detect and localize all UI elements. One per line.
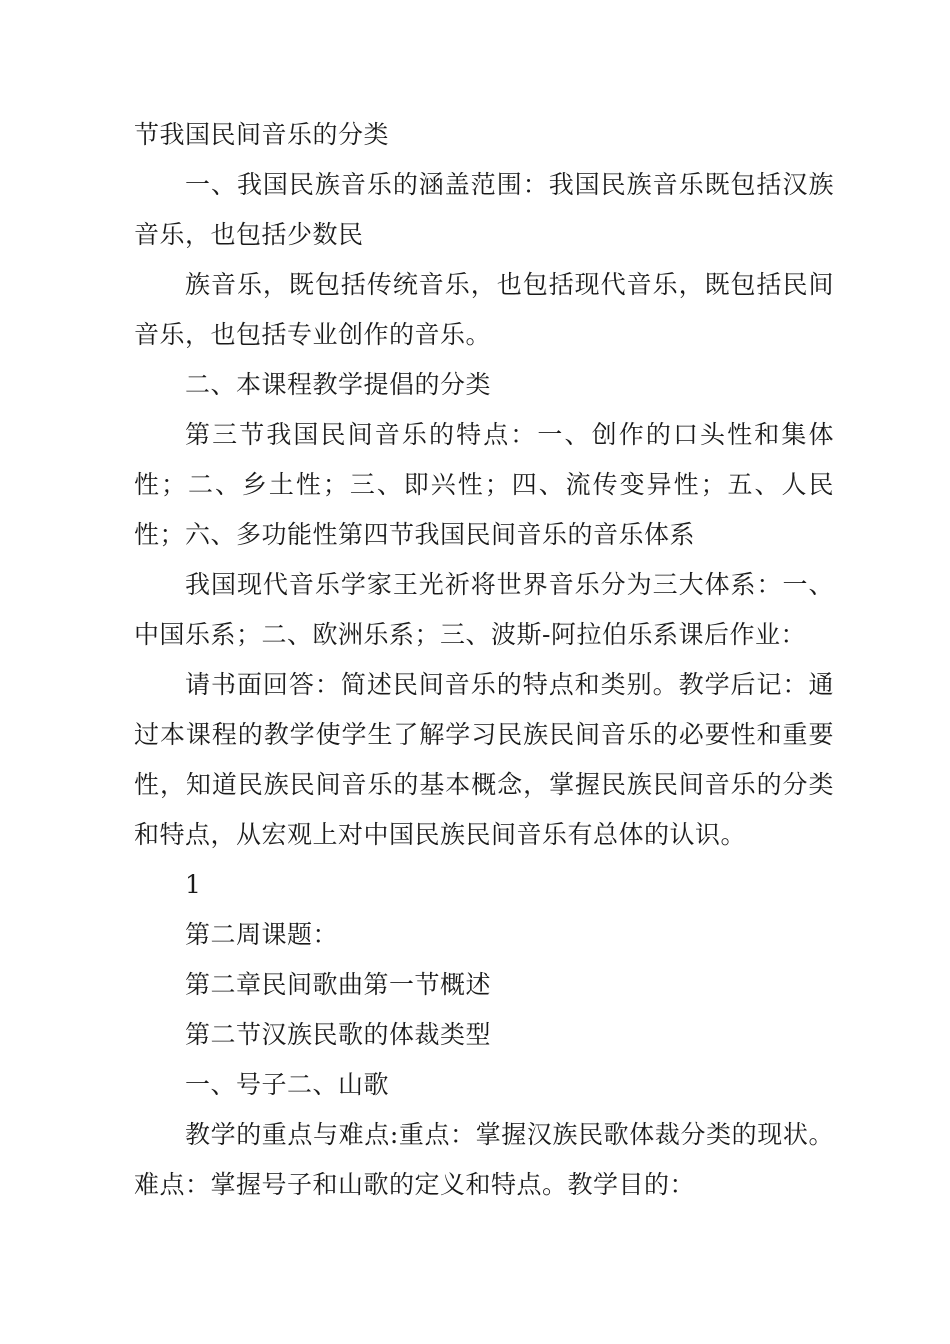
paragraph-section-heading: 节我国民间音乐的分类 (134, 120, 390, 149)
paragraph-music-systems: 我国现代音乐学家王光祈将世界音乐分为三大体系：一、中国乐系；二、欧洲乐系；三、波斯-阿拉伯乐系课后作业： (134, 570, 834, 649)
paragraph-subsections: 一、号子二、山歌 (185, 1070, 390, 1099)
paragraph-course-classification: 二、本课程教学提倡的分类 (185, 370, 492, 399)
paragraph-scope-intro: 一、我国民族音乐的涵盖范围：我国民族音乐既包括汉族音乐，也包括少数民 (134, 170, 834, 249)
paragraph-week-topic: 第二周课题： (185, 920, 339, 949)
paragraph-key-points: 教学的重点与难点:重点：掌握汉族民歌体裁分类的现状。难点：掌握号子和山歌的定义和特点。教学目的： (134, 1120, 834, 1199)
document-body (134, 110, 834, 1210)
paragraph-chapter-title: 第二章民间歌曲第一节概述 (185, 970, 492, 999)
paragraph-homework-notes: 请书面回答：简述民间音乐的特点和类别。教学后记：通过本课程的教学使学生了解学习民族民间音乐的必要性和重要性，知道民族民间音乐的基本概念，掌握民族民间音乐的分类和特点，从宏观上对中国民族民间音乐有总体的认识。 (134, 670, 834, 849)
page-number: 1 (185, 870, 202, 899)
paragraph-characteristics: 第三节我国民间音乐的特点：一、创作的口头性和集体性；二、乡土性；三、即兴性；四、流传变异性；五、人民性；六、多功能性第四节我国民间音乐的音乐体系 (134, 420, 834, 549)
paragraph-scope-continued: 族音乐，既包括传统音乐，也包括现代音乐，既包括民间音乐，也包括专业创作的音乐。 (134, 270, 834, 349)
paragraph-section-title: 第二节汉族民歌的体裁类型 (185, 1020, 492, 1049)
